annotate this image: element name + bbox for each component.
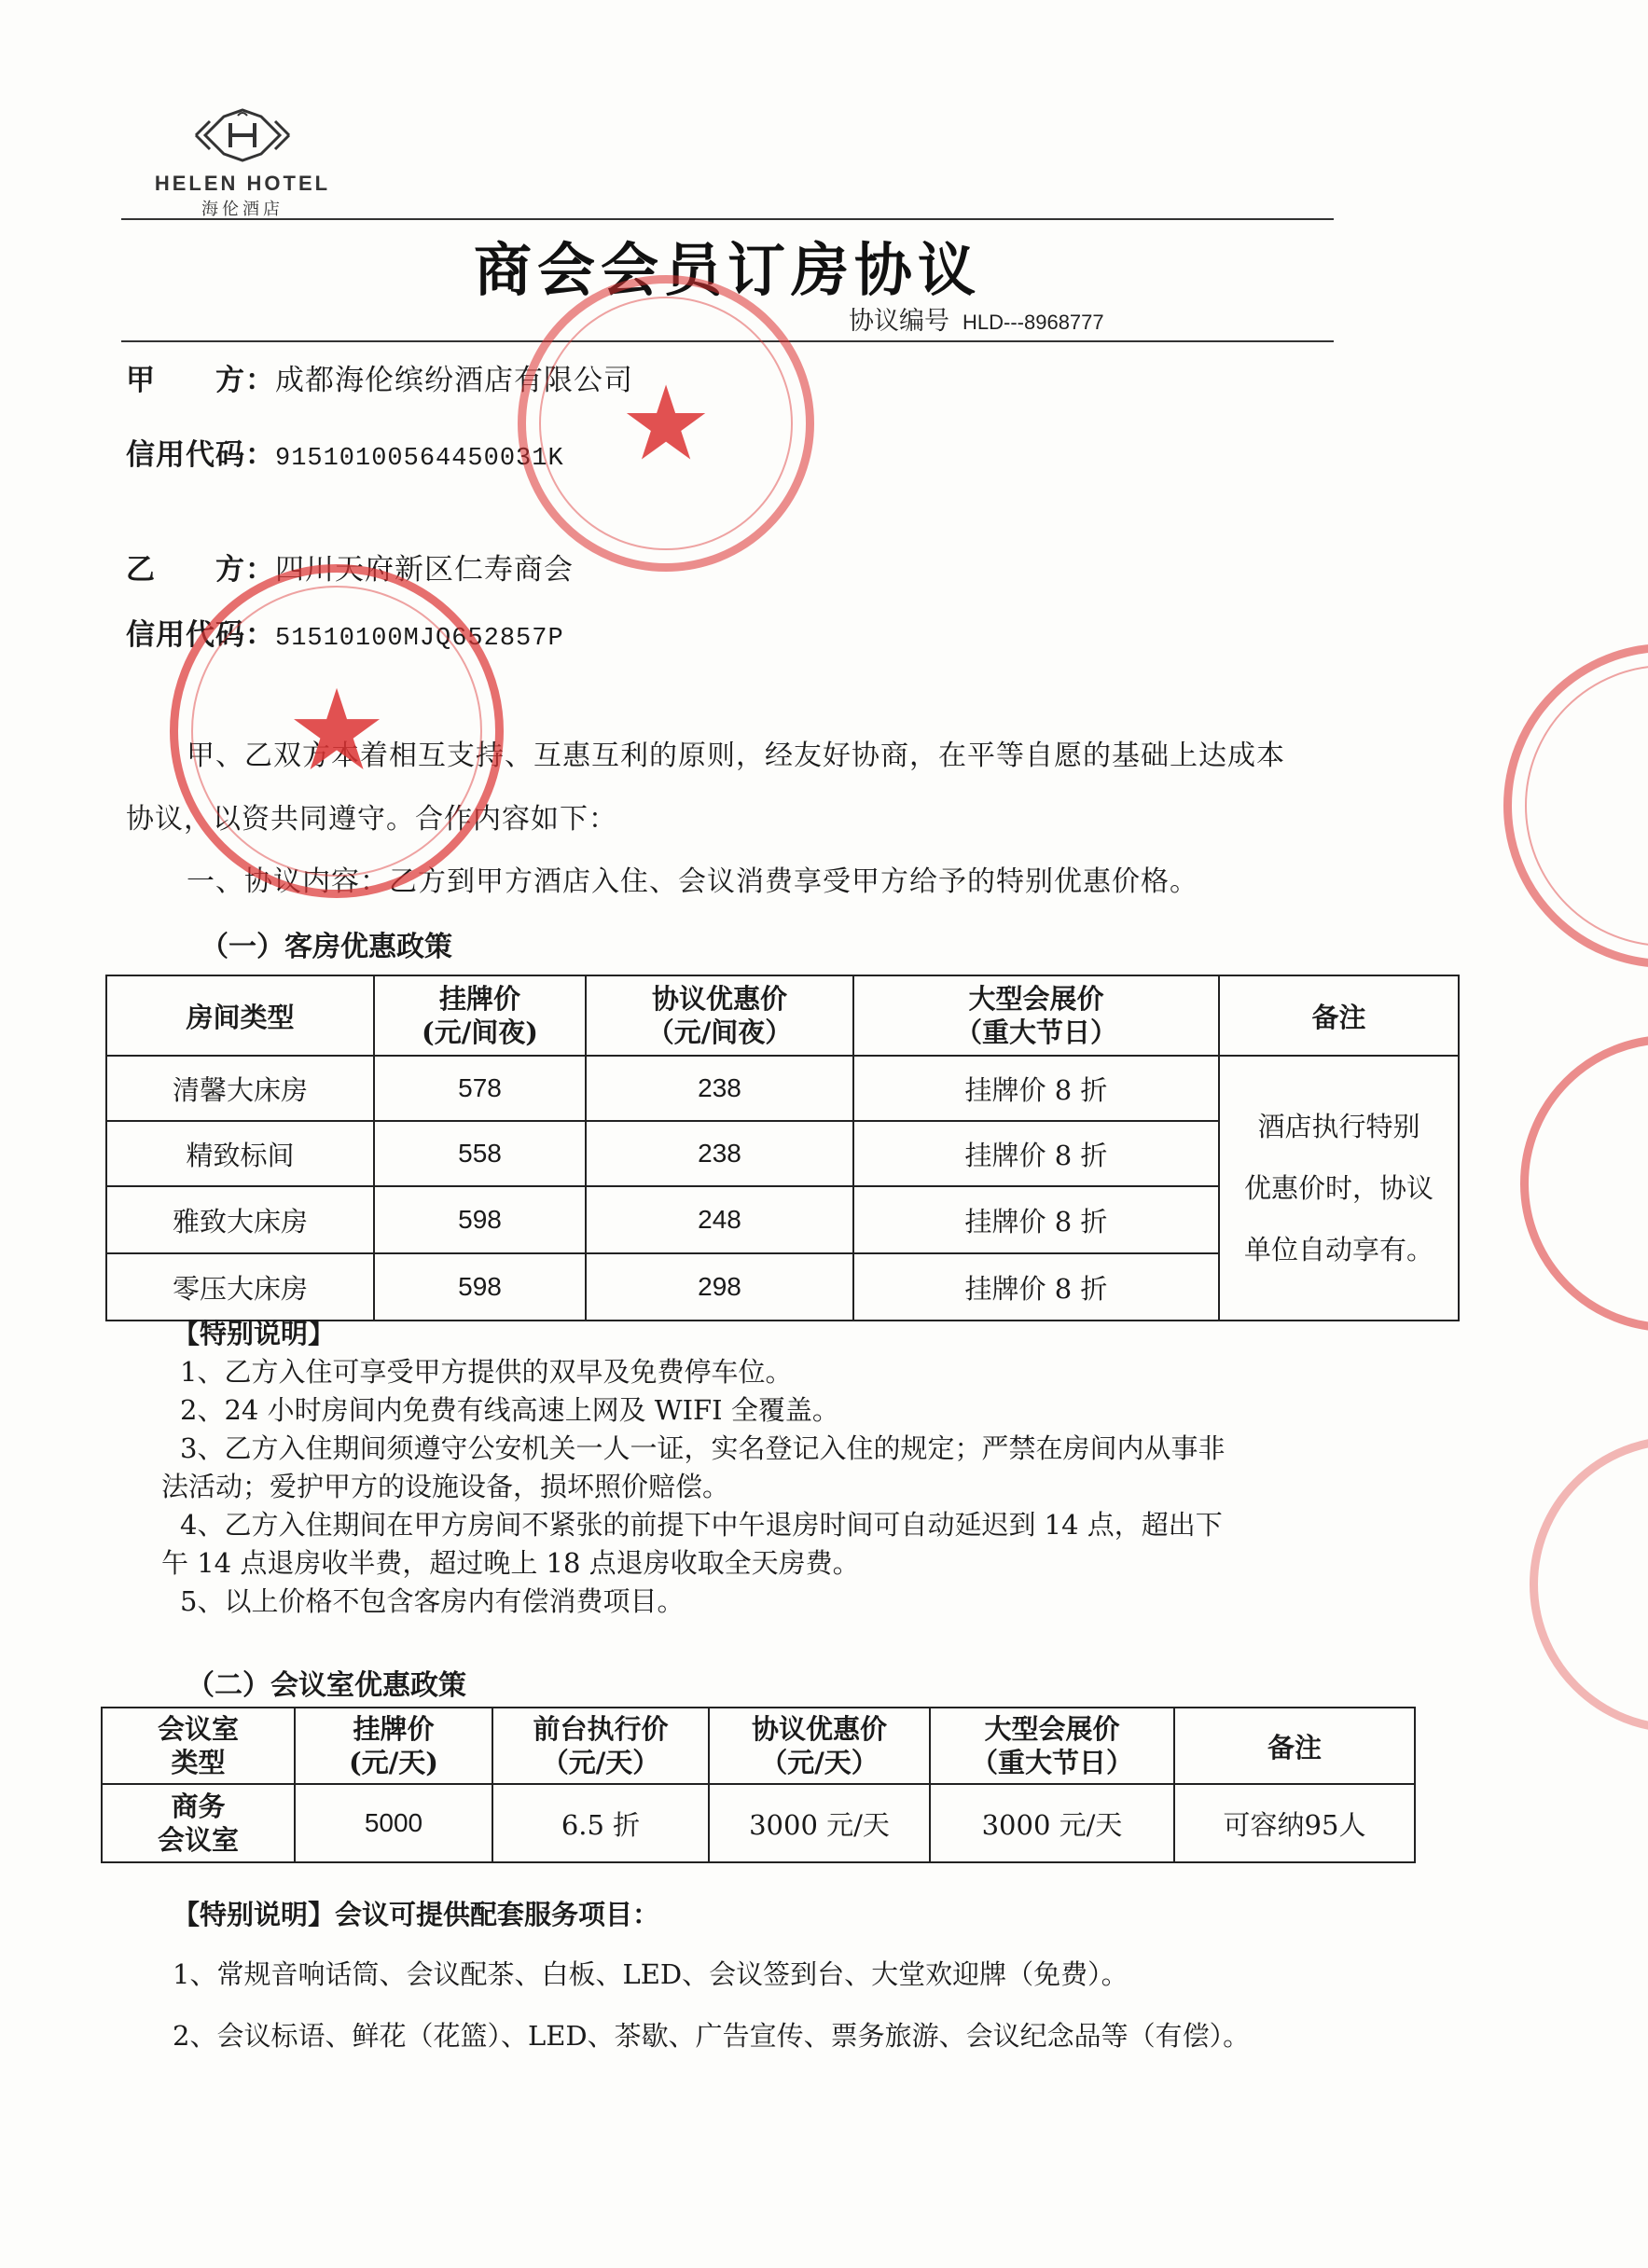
agreed-price: 298 [586,1253,853,1321]
col-agreed-price [586,975,853,1056]
note-item: 法活动；爱护甲方的设施设备，损坏照价赔偿。 [161,1471,730,1502]
edge-stamp-top [1503,643,1648,968]
intro-line-1: 甲、乙双方本着相互支持、互惠互利的原则，经友好协商，在平等自愿的基础上达成本 [187,740,1285,772]
party-a-code-label: 信用代码： [126,438,275,472]
party-a-stamp [518,275,814,572]
note-item: 2、24 小时房间内免费有线高速上网及 WIFI 全覆盖。 [180,1394,839,1426]
meeting-heading: （二）会议室优惠政策 [187,1669,466,1702]
expo-price: 挂牌价 8 折 [853,1056,1219,1121]
top-rule [121,218,1334,220]
agreed-price: 238 [586,1056,853,1121]
rack-price: 578 [374,1056,586,1121]
meeting-note-item: 1、常规音响话筒、会议配茶、白板、LED、会议签到台、大堂欢迎牌（免费）。 [173,1958,1129,1990]
header-text: 备注 [1267,1731,1322,1763]
edge-stamp-bottom [1530,1436,1648,1733]
agreement-no-label: 协议编号 [849,307,949,336]
rack-price: 558 [374,1121,586,1186]
table-row [106,1056,1459,1121]
party-b-stamp [170,564,504,898]
party-a-name: 成都海伦缤纷酒店有限公司 [275,364,633,397]
intro-line-2: 协议，以资共同遵守。合作内容如下： [126,803,617,836]
header-text: 会议室 [157,1713,239,1745]
header-text: 挂牌价 [438,983,520,1015]
room-type: 雅致大床房 [106,1186,374,1253]
room-type: 清馨大床房 [106,1056,374,1121]
header-unit: （重大节日） [954,1016,1117,1048]
agreed-price: 3000 元/天 [709,1784,930,1862]
agreed-price: 248 [586,1186,853,1253]
star-icon: ★ [619,364,713,483]
header-text: 大型会展价 [984,1713,1120,1745]
party-b-label: 乙 方： [126,553,275,587]
header-text: 房间类型 [186,1001,295,1033]
header-unit: (元/天) [348,1747,439,1778]
col-remark [1219,975,1459,1056]
party-b-name: 四川天府新区仁寿商会 [275,553,574,587]
col-remark [1174,1708,1415,1784]
header-text: 协议优惠价 [751,1713,887,1745]
header-text: 前台执行价 [533,1713,669,1745]
party-b-code-label: 信用代码： [126,618,275,652]
col-front-price [492,1708,709,1784]
room-remark [1219,1056,1459,1321]
expo-price: 3000 元/天 [930,1784,1174,1862]
room-type: 零压大床房 [106,1253,374,1321]
header-unit: （元/间夜） [646,1016,793,1048]
room-notes-heading: 【特别说明】 [173,1318,336,1349]
party-a-code [126,431,564,473]
meeting-note-item: 2、会议标语、鲜花（花篮）、LED、茶歇、广告宣传、票务旅游、会议纪念品等（有偿）。 [173,2020,1251,2052]
brand-en: HELEN HOTEL [154,172,331,195]
front-price: 6.5 折 [492,1784,709,1862]
header-unit: (元/间夜) [421,1016,539,1048]
rack-price: 5000 [295,1784,492,1862]
header-text: 类型 [171,1747,226,1778]
agreement-number [849,300,1104,337]
star-icon: ★ [286,666,387,796]
note-item: 4、乙方入住期间在甲方房间不紧张的前提下中午退房时间可自动延迟到 14 点，超出下 [180,1509,1223,1541]
party-a-code-value: 91510100564450031K [275,445,564,473]
party-a-label: 甲 方： [126,364,275,397]
header-unit: （元/天） [760,1747,879,1778]
edge-stamp-middle [1520,1035,1648,1332]
remark-line: 酒店执行特别 [1257,1111,1420,1142]
rooms-table [105,975,1460,1321]
header-text: 备注 [1311,1001,1366,1033]
remark-line: 单位自动享有。 [1243,1234,1433,1265]
helen-hotel-logo-icon [187,103,298,168]
room-type: 精致标间 [106,1121,374,1186]
expo-price: 挂牌价 8 折 [853,1121,1219,1186]
brand-cn: 海伦酒店 [201,200,284,219]
expo-price: 挂牌价 8 折 [853,1186,1219,1253]
header-unit: （元/天） [541,1747,660,1778]
col-expo-price [930,1708,1174,1784]
note-item: 午 14 点退房收半费，超过晚上 18 点退房收取全天房费。 [161,1547,860,1579]
type-text: 商务 [171,1791,226,1822]
rack-price: 598 [374,1253,586,1321]
meeting-room-type [102,1784,295,1862]
party-b-code-value: 51510100MJQ652857P [275,625,564,653]
agreement-no-value: HLD---8968777 [962,311,1104,334]
note-item: 5、以上价格不包含客房内有偿消费项目。 [180,1585,685,1617]
rooms-table-header [106,975,1459,1056]
note-item: 3、乙方入住期间须遵守公安机关一人一证，实名登记入住的规定；严禁在房间内从事非 [180,1432,1226,1464]
header-text: 挂牌价 [353,1713,435,1745]
table-row [102,1784,1415,1862]
rack-price: 598 [374,1186,586,1253]
remark-line: 优惠价时，协议 [1243,1172,1433,1204]
room-notes [161,1315,1226,1621]
header-text: 大型会展价 [968,983,1104,1015]
note-item: 1、乙方入住可享受甲方提供的双早及免费停车位。 [180,1356,793,1388]
meeting-table [101,1707,1416,1863]
agreed-price: 238 [586,1121,853,1186]
rooms-heading: （一）客房优惠政策 [201,931,452,963]
hotel-logo [121,103,364,220]
col-expo-price [853,975,1219,1056]
meeting-notes-heading: 【特别说明】会议可提供配套服务项目： [173,1899,660,1930]
stamp-ring [1525,665,1648,947]
type-text: 会议室 [157,1824,239,1856]
document-title: 商会会员订房协议 [473,236,981,304]
meeting-notes [173,1893,1250,2067]
header-unit: （重大节日） [970,1747,1133,1778]
meeting-remark: 可容纳95人 [1174,1784,1415,1862]
col-room-type [102,1708,295,1784]
expo-price: 挂牌价 8 折 [853,1253,1219,1321]
col-rack-price [295,1708,492,1784]
clause-1: 一、协议内容：乙方到甲方酒店入住、会议消费享受甲方给予的特别优惠价格。 [187,865,1198,898]
col-room-type [106,975,374,1056]
col-agreed-price [709,1708,930,1784]
col-rack-price [374,975,586,1056]
meeting-table-header [102,1708,1415,1784]
header-text: 协议优惠价 [651,983,787,1015]
